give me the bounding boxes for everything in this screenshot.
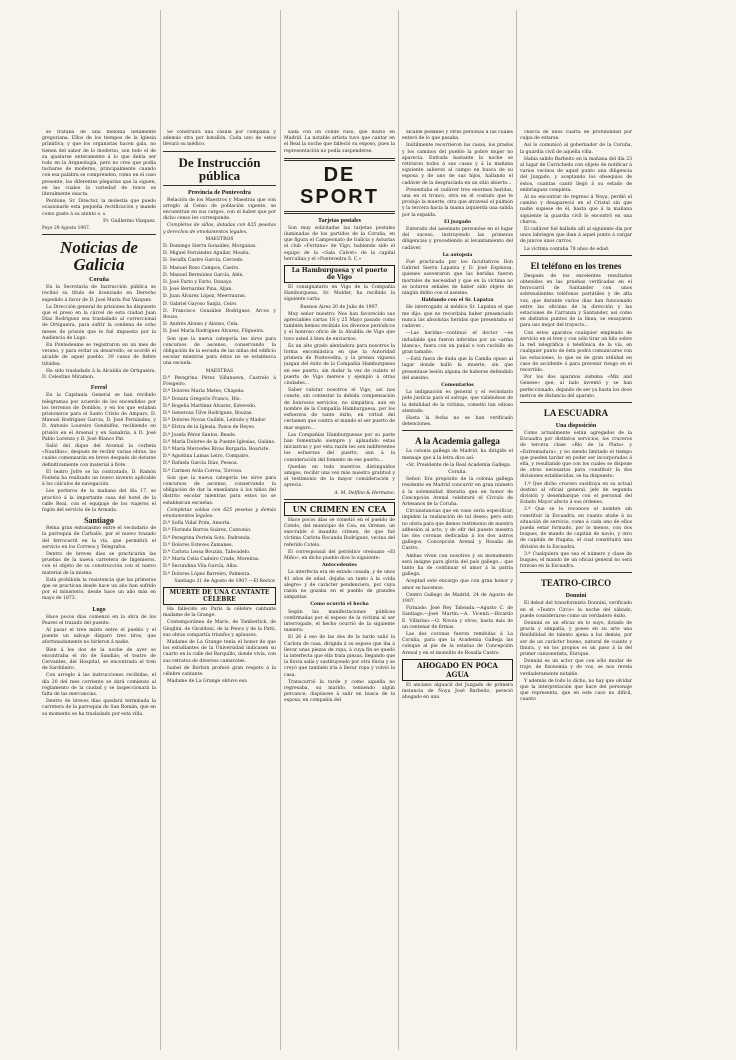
paragraph: En la Capitanía General se han recibido telegramas por acuerdo de los encendidos por los terrenos de Doniños, y en los que estaban prisioneros para el Santo Cristo de Amparo, D. Manuel Rodríguez García, D. José Fernández, y D. Antonio Loureiro Gondulfez, recibiendo en prisión en el Arsenal y en Sanabria, á D. José Pablo Lorenzo y D. José Blanco Pat. — [42, 393, 156, 442]
paragraph: 3.º Cualquiera que sea el número y clase de buques, el mando de un oficial general no será forzoso en la Escuadra. — [520, 551, 632, 570]
paragraph: La Dirección general de prisiones ha dispuesto que el preso en la cárcel de esta ciudad Juan Díaz Rodríguez sea trasladado al correccional de Ortigueira, para sufrir la condena de ocho meses de prisión que le fué impuesta por la Audiencia de Lugo. — [42, 304, 156, 341]
section-subtitle: Una disposición — [555, 422, 597, 429]
paragraph: Así lo comunicó al gobernador de la Coruña, la guardia civil de aquella villa. — [520, 143, 632, 155]
dateline: Santiago 21 de Agosto de 1907.—El Rector. — [174, 578, 276, 584]
paragraph: Aceptad este encargo que con gran honor y amor se hacemos. — [402, 579, 513, 591]
paragraph: El debut del transformista Donnini, verificado en el «Teatro Circo» la noche del sábado, puede considerarse como un verdadero éxito. — [520, 601, 632, 619]
subheading: Como ocurrió el hecho — [310, 602, 369, 608]
paragraph: El consignatario en Vigo de la Compañía Hamburguesa, Sr. Mulder, ha recibido la siguiente carta: — [284, 285, 395, 303]
divider — [284, 499, 395, 500]
paragraph: Con estos aparatos cualquier empleado de servicio en el tren y con sólo tirar un hilo sobre la red telegráfica ó telefónica de la vía, en cualquier punto de ésta podrá comunicarse con las estaciones, lo que es de gran utilidad en caso de accidente ó para prevenir riesgo en el recorrido. — [520, 330, 632, 373]
section-title: Ferrol — [90, 385, 108, 392]
paragraph: Después de los excelentes resultados obtenidos en las pruebas verificadas en el ferrocarril de Santander con unos sobresalientes teléfonos portátiles y de alta voz, que durante varios días han funcionado entre las oficinas de la dirección y las estaciones de Carranza y Santander, así como en distintos puntos de la línea, se ensayaron para uso mejor del trayecto... — [520, 273, 632, 329]
paragraph: Son muy solicitadas las tarjetas postales iluminadas de los partidos de la Coruña, en que figura el Campeonato de Galicia y Asturias el club «Fortuna» de Vigo, habiendo sido el equipo de la «Sala Calvet» de la capital herculina y el «Pontevedra S. C.» — [284, 225, 395, 262]
list-item: D. Francisco González Rodríguez, Arcos y Bouzo. — [163, 308, 276, 321]
section-banner: Noticias de Galicia — [60, 238, 138, 275]
paragraph: Completas valdas con 625 pesetas y demás emolumentos legales. — [163, 507, 276, 519]
paragraph: Transcurrió la tarde y como aquella no regresaba, su marido, temiendo algún percance, dispúsose á salir en busca de la esposa, en compañía del — [284, 679, 395, 704]
divider — [402, 430, 513, 431]
paragraph: Contemporánea de Mario, de Tamberlick, de Giuglini, de Giraldoni, de la Penco y de la Patti, sus obras compartía triunfos y aplausos. — [163, 620, 276, 638]
paragraph: Había salido Barbeito en la mañana del día 23 al lugar de Currichedo con objeto de notificar á varios vecinos de aquel punto una diligencia del Juzgado, y aceptando los obsequios de éstos, cuantas cantó llegó á su estado de embriaguez completa. — [520, 156, 632, 193]
paragraph: 2.º Que se lo reconoce el nombre sin constituir la Escuadra, en cuanto atañe á su situación de servicio, como á cada uno de ellos pueda estar formado, por lo menos, con dos buques, de mando de capitán de navío, y otro de capitán de fragata, el cual constituirá una división de la Escuadra. — [520, 507, 632, 550]
list-item: D.ª Carmen Avila Correa, Torroso. — [163, 468, 243, 474]
divider — [284, 211, 395, 214]
paragraph: se trataba de una melodía netamente gregoriana. Ellos de los tiempos de la Iglesia primitiva; y que los organistas hacen gala, no tienen del sabor de lo moderno, son todo el de su ajustarse enteramente á lo que debía ser todo en la Arqueología, pero no creo que podía tacharse de moderno, principalmente cuando con esa palabra se comprenden, como en el caso presente, las diferentes plegarias que la siguen, en las cuales la variedad de tonos es literalmente exacta. — [42, 130, 156, 198]
column-rule — [516, 10, 517, 1050]
list-item: D.ª Rafaela García Díaz, Pessoa. — [163, 461, 239, 467]
list-item: D.ª Dolores Esteves Zamanes. — [163, 542, 233, 548]
list-item: D.ª María Dolores de la Puente Iglesias, Guláns. — [163, 439, 276, 445]
paragraph: Como actualmente están agregados de la Escuadra por distintos servicios, los cruceros de tercera clase «Río de la Plata» y «Extremadura», y no siendo limitado el tiempo que pueden tardar en poder ser incorporados á ella, y resultando que con los cuales se dispone de otros necesarios para constituir la dos divisiones establecidas, se ha dispuesto: — [520, 430, 632, 480]
paragraph: Les porteros de la mañana del día 17, se practicó á la importante casa del hotel de la calle Real, con el equipaje de los viajeros el fogón del servicio de la Armada. — [42, 489, 156, 513]
list-item: D.ª Florinda Barros Suárez, Cantonio. — [163, 528, 252, 534]
list-item: D.ª Peregrina Portela Soto, Padrenda. — [163, 535, 252, 541]
paragraph: sada con un conde ruso, que murió en Madrid. La notable artista tuvo que cantar en el Real la noche que falleció su esposo, pues la representación no podía suspenderse. — [284, 130, 395, 154]
divider — [163, 185, 276, 186]
section-banner: El teléfono en los trenes — [530, 260, 622, 271]
paragraph: La colonia gallega de Madrid, ha dirigido el mensaje que á la letra dice así: — [402, 449, 513, 461]
paragraph: Quedan en todo nuestros distinguidos amigos, recibir una vez más nuestra gratitud y el testimonio de la mayor consideración y aprecio. — [284, 464, 395, 489]
divider — [520, 402, 632, 403]
list-item: D. José María Rodríguez Álvarez, Filgueira. — [163, 329, 265, 335]
subheading: Hablando con el Sr. Lapatza — [421, 298, 494, 304]
section-banner: TEATRO-CIRCO — [540, 578, 612, 589]
signature: Fr. Guillermo Vázquez. — [103, 218, 156, 224]
subheading: Antecedentes — [322, 563, 357, 569]
list-item: D. Serafín Castro García, Cercedo. — [163, 258, 244, 264]
list-item: D.ª Rogelia Martínez Álvarez, Estevedo. — [163, 403, 257, 409]
column-3 — [284, 130, 395, 1050]
subheading: Comentarios — [441, 382, 474, 388]
column-rule — [398, 10, 399, 1050]
paragraph: Centro Gallego de Madrid, 24 de Agosto de 1907. — [402, 592, 513, 605]
paragraph: Ha sido trasladado á la Alcaldía de Ortigueira, D. Celestino Miramon. — [42, 368, 156, 381]
section-banner: DE SPORT — [300, 163, 379, 208]
paragraph: Presentaba el cadáver tres enormes heridas, una en el tronco, otra en el costado que le produjo la muerte, otra que atravesó el pulmón y la tercera hacia la mama izquierda una salida por la espalda. — [402, 187, 513, 218]
list-item: D.ª Dolores López Barreiro, Palmeira. — [163, 571, 252, 577]
headline-box: MUERTE DE UNA CANTANTE CÉLEBRE — [163, 587, 276, 605]
list-item: D. Juan Álvarez López, Meerrauras. — [163, 294, 247, 300]
teachers-list — [163, 521, 276, 578]
maestras-list — [163, 376, 276, 475]
divider — [520, 572, 632, 573]
list-item: D.ª María Mercedes Rivas Burgaria, Beariste. — [163, 446, 270, 452]
list-item: D.ª María Celia Cadeiro Crade, Moreiras. — [163, 557, 260, 563]
paragraph: En la Secretaría de Instrucción pública se recibió su título de licenciado en Derecho expedido á favor de D. José María Paz Vázquez. — [42, 285, 156, 303]
paragraph: El anciano alguacil del Juzgado de primera instancia de Noya José Barbeito, pereció ahogado en una — [402, 682, 513, 701]
list-item: D.ª Agustina Lamas Leiro, Compairo. — [163, 454, 250, 460]
column-2 — [163, 130, 276, 1050]
paragraph: Hace pocos días comenzó en la obra de los Peares el trazado del puente. — [42, 614, 156, 626]
paragraph: 1.º Que dicho crucero sustituya en su actual destino al oficial general, jefe de segunda división y desembarque con el personal del Estado Mayor afecto á sus órdenes. — [520, 481, 632, 506]
paragraph: Relación de los Maestros y Maestras que con arreglo al Censo de población vigente, se encuentran en sus cargos, con el haber que por dicho censo les corresponde. — [163, 197, 276, 222]
list-item: D.ª Peregrina Pérez Villanueva, Castrelo á Freigeiro. — [163, 375, 276, 388]
column-1 — [42, 130, 156, 1050]
section-subtitle: Tarjetas postales — [318, 217, 361, 224]
paragraph: Dentro de breves días se practicarán las pruebas de la nueva carretera de Ingenieros, con el objeto de su construcción con el nuevo material de la misma. — [42, 551, 156, 576]
signature: A. M. Delfino & Hermano. — [334, 490, 395, 496]
headline-box: AHOGADO EN POCA AGUA — [402, 659, 513, 681]
paragraph: El teatro Jofre se ha contratado, D. Ramón Fontela ha realizado un nuevo invento aplicable á los cálculos de navegación. — [42, 469, 156, 488]
paragraph: Fué practicada por los facultativos Don Gabriel Sierra Lapatza y D. José Espinosa, quienes aseveraron que las heridas fueron mortales de necesidad y que en la víctima no se notaron señales de haber sido objeto de ningún delito con el asesino. — [402, 260, 513, 297]
list-item: D. José Bernardez Pina, Aljan. — [163, 287, 233, 293]
divider — [284, 158, 395, 161]
column-rule — [160, 10, 161, 1050]
list-item: D. Domingo Sierra González, Morganas. — [163, 244, 257, 250]
dateline: Buenos Aires 20 de Julio de 1907. — [300, 304, 379, 310]
list-item: D.ª Generosa Tilve Rodríguez, Bouzas. — [163, 410, 253, 416]
paragraph: Inútilmente recorrieron las casas, los prados y los caminos del pueblo la pobre mujer no aparecía. Entrada bastante la noche se retiraron todos á sus casas y á la mañana siguiente salieron al campo en busca de su esposa y de uno de sus hijos, hallando el cadáver de la desgraciada en un sitio abierto... — [402, 143, 513, 186]
subheading: La autopsia — [442, 252, 473, 258]
paragraph: —Las heridas—continuó el doctor —es indudable que fueron inferidas por un «arma blanca», fuera con un puñal o con cuchillo de gran tamaño. — [402, 331, 513, 355]
paragraph: Circunstancias que en vano sería especificar, impiden la realización de tal deseo; pero esto no obsta para que demos testimonio de nuestra adhesión al acto, y de ofir del puesto nuestra las dos coronas dedicadas á los dos astros gallegos, Concepción Arenal y Rosalía de Castro. — [402, 509, 513, 552]
paragraph: Al pasar el tren mixto entre el pueblo y el puente un salvaje disparó tres tiros, que afortunadamente no hirieron á nadie. — [42, 628, 156, 646]
paragraph: Señor: Era propósito de la colonia gallega residente en Madrid concurrir en gran número á la solemnidad literaria que en honor de Concepción Arenal celebrará el Círculo de Artesanos de la Coruña. — [402, 477, 513, 507]
paragraph: Donnini es un eficaz en lo suyo, dotado de gracia y simpatía, y posee en su arte una flexibilidad de talento ajena a los demás, por ser de un carácter bueno, natural de cuanto y finura, y en los propios es un paso á la del primer canzonetista, Enrique. — [520, 621, 632, 658]
section-title: Coruña — [89, 277, 109, 284]
paragraph: Saber valorar nosotros el Vigo, así nos conste, sin contestar la debida compensación de honrosos servicios, no simpática, aun en nombre de la Compañía Hamburguesa, por los esfuerzos de tanto éxito, en virtud del certamen que contra el mundo el ser puerto de mar seguro... — [284, 388, 395, 431]
paragraph: Hasta la fecha no se han verificado detenciones. — [402, 415, 513, 428]
paragraph: charca de unos cuarta de profundidad por culpa de estarse. — [520, 130, 632, 142]
paragraph: Madame de La Grange tenía el honor de que los estudiantes de la Universidad indicasen su cuarto en la calle del Barquillo, donde vivía, con sus retratos de diversos camarotes. — [163, 640, 276, 664]
paragraph: Por los dos aparatos sistema «Mix and Genese» que, al lado inventó y se han perfeccionado, dejando de ser ya hasta los doce metros de distancia del aparato. — [520, 375, 632, 399]
list-item: D.ª Carlota Lessa Bouzán, Taboadelo. — [163, 549, 251, 555]
paragraph: Madame de La Grange obtuvo esa — [167, 679, 247, 685]
list-item: D.ª Sofía Vidal Prim, Amorín. — [163, 521, 231, 527]
list-heading: MAESTROS — [205, 236, 234, 242]
section-banner: De Instrucción pública — [178, 154, 261, 183]
paragraph: Hace pocos días se cometió en el pueblo de Cotelo, del municipio de Cea, en Orense, un execrable é inaudito crimen, de que fué víctima Carlota Rocanda Rodríguez, vecina del referido Cotelo. — [284, 517, 395, 548]
headline-box: UN CRIMEN EN CEA — [284, 502, 395, 516]
divider — [42, 234, 156, 235]
paragraph: La víctima contaba 78 años de edad. — [524, 246, 610, 252]
paragraph: Son que la nueva categoría les sirve para concursos de ascenso, conservando la obligación de la escuela de las niñas del edificio escolar mientras para éstos no se establezca una escuela. — [163, 336, 276, 367]
section-subtitle: Donnini — [565, 593, 587, 600]
list-item: D. Manuel Bermúdez García, Alén. — [163, 272, 244, 278]
paragraph: «Sr. Presidente de la Real Academia Gallega. — [406, 462, 512, 468]
headline-box: La Hamburguesa y el puerto de Vigo — [284, 265, 395, 283]
list-item: D.ª Donata Gregorio Franco, Hío. — [163, 396, 241, 402]
maestros-list — [163, 244, 276, 336]
section-title: Lugo — [92, 606, 106, 613]
paragraph: Según las manifestaciones públicas confirmadas por el esposo de la víctima al ser interrogado, el hecho ocurrió de la siguiente manera: — [284, 609, 395, 634]
paragraph: Isabel de Borbón profesó gran respeto á la célebre cantante. — [163, 665, 276, 678]
dateline: Poyo 29 Agosto 1907. — [42, 226, 91, 232]
paragraph: Se construirá una casilla por compañía y además otra por batallón. Cada uno de estos llevará su médico. — [163, 130, 276, 148]
list-heading: MAESTRAS — [205, 368, 234, 374]
list-item: D. Andrés Alonso y Alonso, Cela. — [163, 322, 239, 328]
paragraph: He interrogado al médico Sr. Lapatza el que me dijo: que no recordaba haber presenciado nunca las absolutas heridas que presentaba el cadáver... — [402, 305, 513, 330]
paragraph: Enterado del asesinato personóse en el lugar del suceso, instruyendo las primeras diligencias y procediendo al levantamiento del cadáver. — [402, 227, 513, 251]
paragraph: Bien á los dos de la noche de ayer se encontraba el río de Sandiás; el teatro de Cervantes, del Hospital, se encontrada el tren de Sardiñeiro. — [42, 647, 156, 672]
list-item: D.ª Dolores María Mateo, Chapela. — [163, 389, 245, 395]
paragraph: Reina gran entusiasmo entre el vecindario de la parroquia de Carballo, por el nuevo trazado del ferrocarril en la vía, que permitirá el servicio en los Correos y Telegrafos. — [42, 526, 156, 550]
paragraph: —Está fuera de duda que la Camila opuso al lugar donde halló la muerte, sin que presentase lesión alguna de haberse defendido del asesino. — [402, 357, 513, 381]
subheading: El juzgado — [444, 219, 471, 225]
paragraph: Las dos coronas fueron remitidas á La Coruña, para que la Academia Gallega las coloque al pie de la estatua de Concepción Arenal y en el monolito de Rosalía Castro. — [402, 632, 513, 656]
paragraph: La interfecta era de estado casada, y de unos 41 años de edad, dejaba un tanto á la «vida alegre» y de carácter pendenciero, por cuya razón no gozaba en el pueblo de grandes simpatías. — [284, 570, 395, 601]
column-rule — [280, 10, 281, 1050]
paragraph: Completos de sillas, dotadas con 825 pesetas y derechos de emolumentos legales. — [163, 223, 276, 235]
paragraph: alcalde pedáneo y otras personas á las cuales enteró de lo que pasaba. — [402, 130, 513, 142]
paragraph: Son que la nueva categoría les sirve para concursos de ascenso, conservando la obligación de dar la enseñanza á los niños del distrito escolar mientras para estos no se establezcan escuelas. — [163, 475, 276, 506]
list-item: D. Gabriel Gayoso Sanjiz, Ceiro. — [163, 301, 238, 307]
divider — [163, 151, 276, 152]
section-banner: A la Academia gallega — [415, 436, 500, 447]
paragraph: Salió del dique del Arsenal la corbeta «Nautilus», después de recibir varias obras, las cuales comenzarán en breve después de dotarse definitivamente con material á flote. — [42, 443, 156, 468]
subheading: Coruña. — [448, 469, 467, 475]
paragraph: Y además de todo lo dicho, no hay que olvidar que la interpretación que hace del personaje que representa, que en este caso no difícil, cuanto — [520, 678, 632, 703]
list-item: D.ª Josefa Pérez Santos, Beade. — [163, 432, 237, 438]
paragraph: Perdone, Sr. Director, la molestia que puedo ocasionarle esta pequeña rectificación y mande como guste á su atento s. s. — [42, 199, 156, 217]
paragraph: Al no encontrar de regreso á Noya, perdió el camino y desapareció en el Cristal sin que nadie supiese de él, hasta que á la mañana siguiente la guardia civil lo encontró en una charca. — [520, 195, 632, 225]
list-item: D.ª Elvira de la Iglesia, Pazos de Reyes. — [163, 425, 256, 431]
paragraph: Muy señor nuestro: Nos han favorecido sus apreciables cartas 18 y 25 Mayo pasado como también hemos recibido los diversos periódicos y el honroso oficio de la Alcaldía de Vigo que tuvo usted á bien de enviarnos. — [284, 311, 395, 342]
paragraph: Las Compañías Hamburguesas por su parte han fomentado siempre y aplaudido estas iniciativas y por esta razón les son indiferentes los esfuerzos del puerto, aun á la consideración del fomento de ese puerto... — [284, 432, 395, 463]
list-item: D.ª Dolores Novas Guillén, Leirado y Mador. — [163, 418, 267, 424]
section-subtitle: Provincia de Pontevedra — [188, 189, 251, 196]
list-item: D. José Farto y Farto, Donayo. — [163, 280, 233, 286]
paragraph: El cadáver fué hallado allí al siguiente día por unos labriegos que iban á aquel punto á cargar de juncos unos carros. — [520, 227, 632, 245]
column-5 — [520, 130, 632, 1050]
section-banner: LA ESCUADRA — [543, 407, 609, 418]
list-item: D.ª Secundina Vila García, Alba. — [163, 564, 239, 570]
paragraph: El 26 á eso de las dos de la tarde salió la Carlota de casa, dirigida á su esposo que iba á llevar unas piezas de ropa, á cuya fin se quedó la interfecta que ella traía piezas, llegando que la lluvia salía y sustituyendo por otra lluvia y se creyó que también iría á llevar ropa y volvió la casa. — [284, 635, 395, 678]
paragraph: Dentro de breves días quedará terminada la carretera de la parroquia de San Román, que en su momento se ha trasladado por esta villa. — [42, 699, 156, 717]
divider — [520, 255, 632, 256]
paragraph: Está prohibida la resistencia que las primeras que se practican desde hace un año han sufrido por el ministerio, desde hace un año más en mayo de 1873. — [42, 577, 156, 602]
list-item: D. Miguel Fernández Aguilar, Moaña. — [163, 251, 251, 257]
paragraph: En Pontedeume se registraron en un mes de verano, y para evitar su desarrollo, se acordó el alcalde de aquel pueblo, 39 casos de fiebre tifoidea. — [42, 343, 156, 367]
section-title: Santiago — [84, 516, 114, 526]
paragraph: Ambas viven con nosotros y su monumento será insigne para gloria del país gallego... que tanto ha de continuar el amor á la patria gallega. — [402, 553, 513, 578]
paragraph: Ha fallecido en París la célebre cantante madame de la Grange. — [163, 606, 276, 619]
paragraph: Firmado: José Rey Tabeada.—Agusto C. de Santiago.—José Martín.—A. Vicenti.—Ricardo E. Villarino.—O. Novoa y otros, hasta más de un centenar de firmas. — [402, 606, 513, 630]
paragraph: La indignación es general y el vecindario pide justicia para el salvaje, que valiéndose de la debilidad de la víctima, cometió tan odioso atentado. — [402, 390, 513, 414]
paragraph: Es un alto grado alentadora para nosotros la forma encomiástica en que la Autoridad primera de Pontevedra, y la prensa viguesa juzgan del éxito de la Compañía Hamburguesa en ese puerto, sin dudar la vez de cuánto el puerto de Vigo merece y ejemplo á otras ciudades... — [284, 343, 395, 387]
paragraph: Donnini es un actor que con sólo mudar de traje, de fisonomía y de voz, se nos revela verdaderamente notable. — [520, 659, 632, 677]
paragraph: El corresponsal del periódico orensano «El Miño», en dicho pueblo dice lo siguiente: — [284, 549, 395, 561]
column-4 — [402, 130, 513, 1050]
list-item: D. Manuel Rozo Campos, Caeiro. — [163, 265, 240, 271]
paragraph: Con arreglo á las instrucciones recibidas, el día 20 del mes corriente se dará comienzo al reglamento de la ciudad y se inspeccionará la falta de las mercancías. — [42, 673, 156, 698]
